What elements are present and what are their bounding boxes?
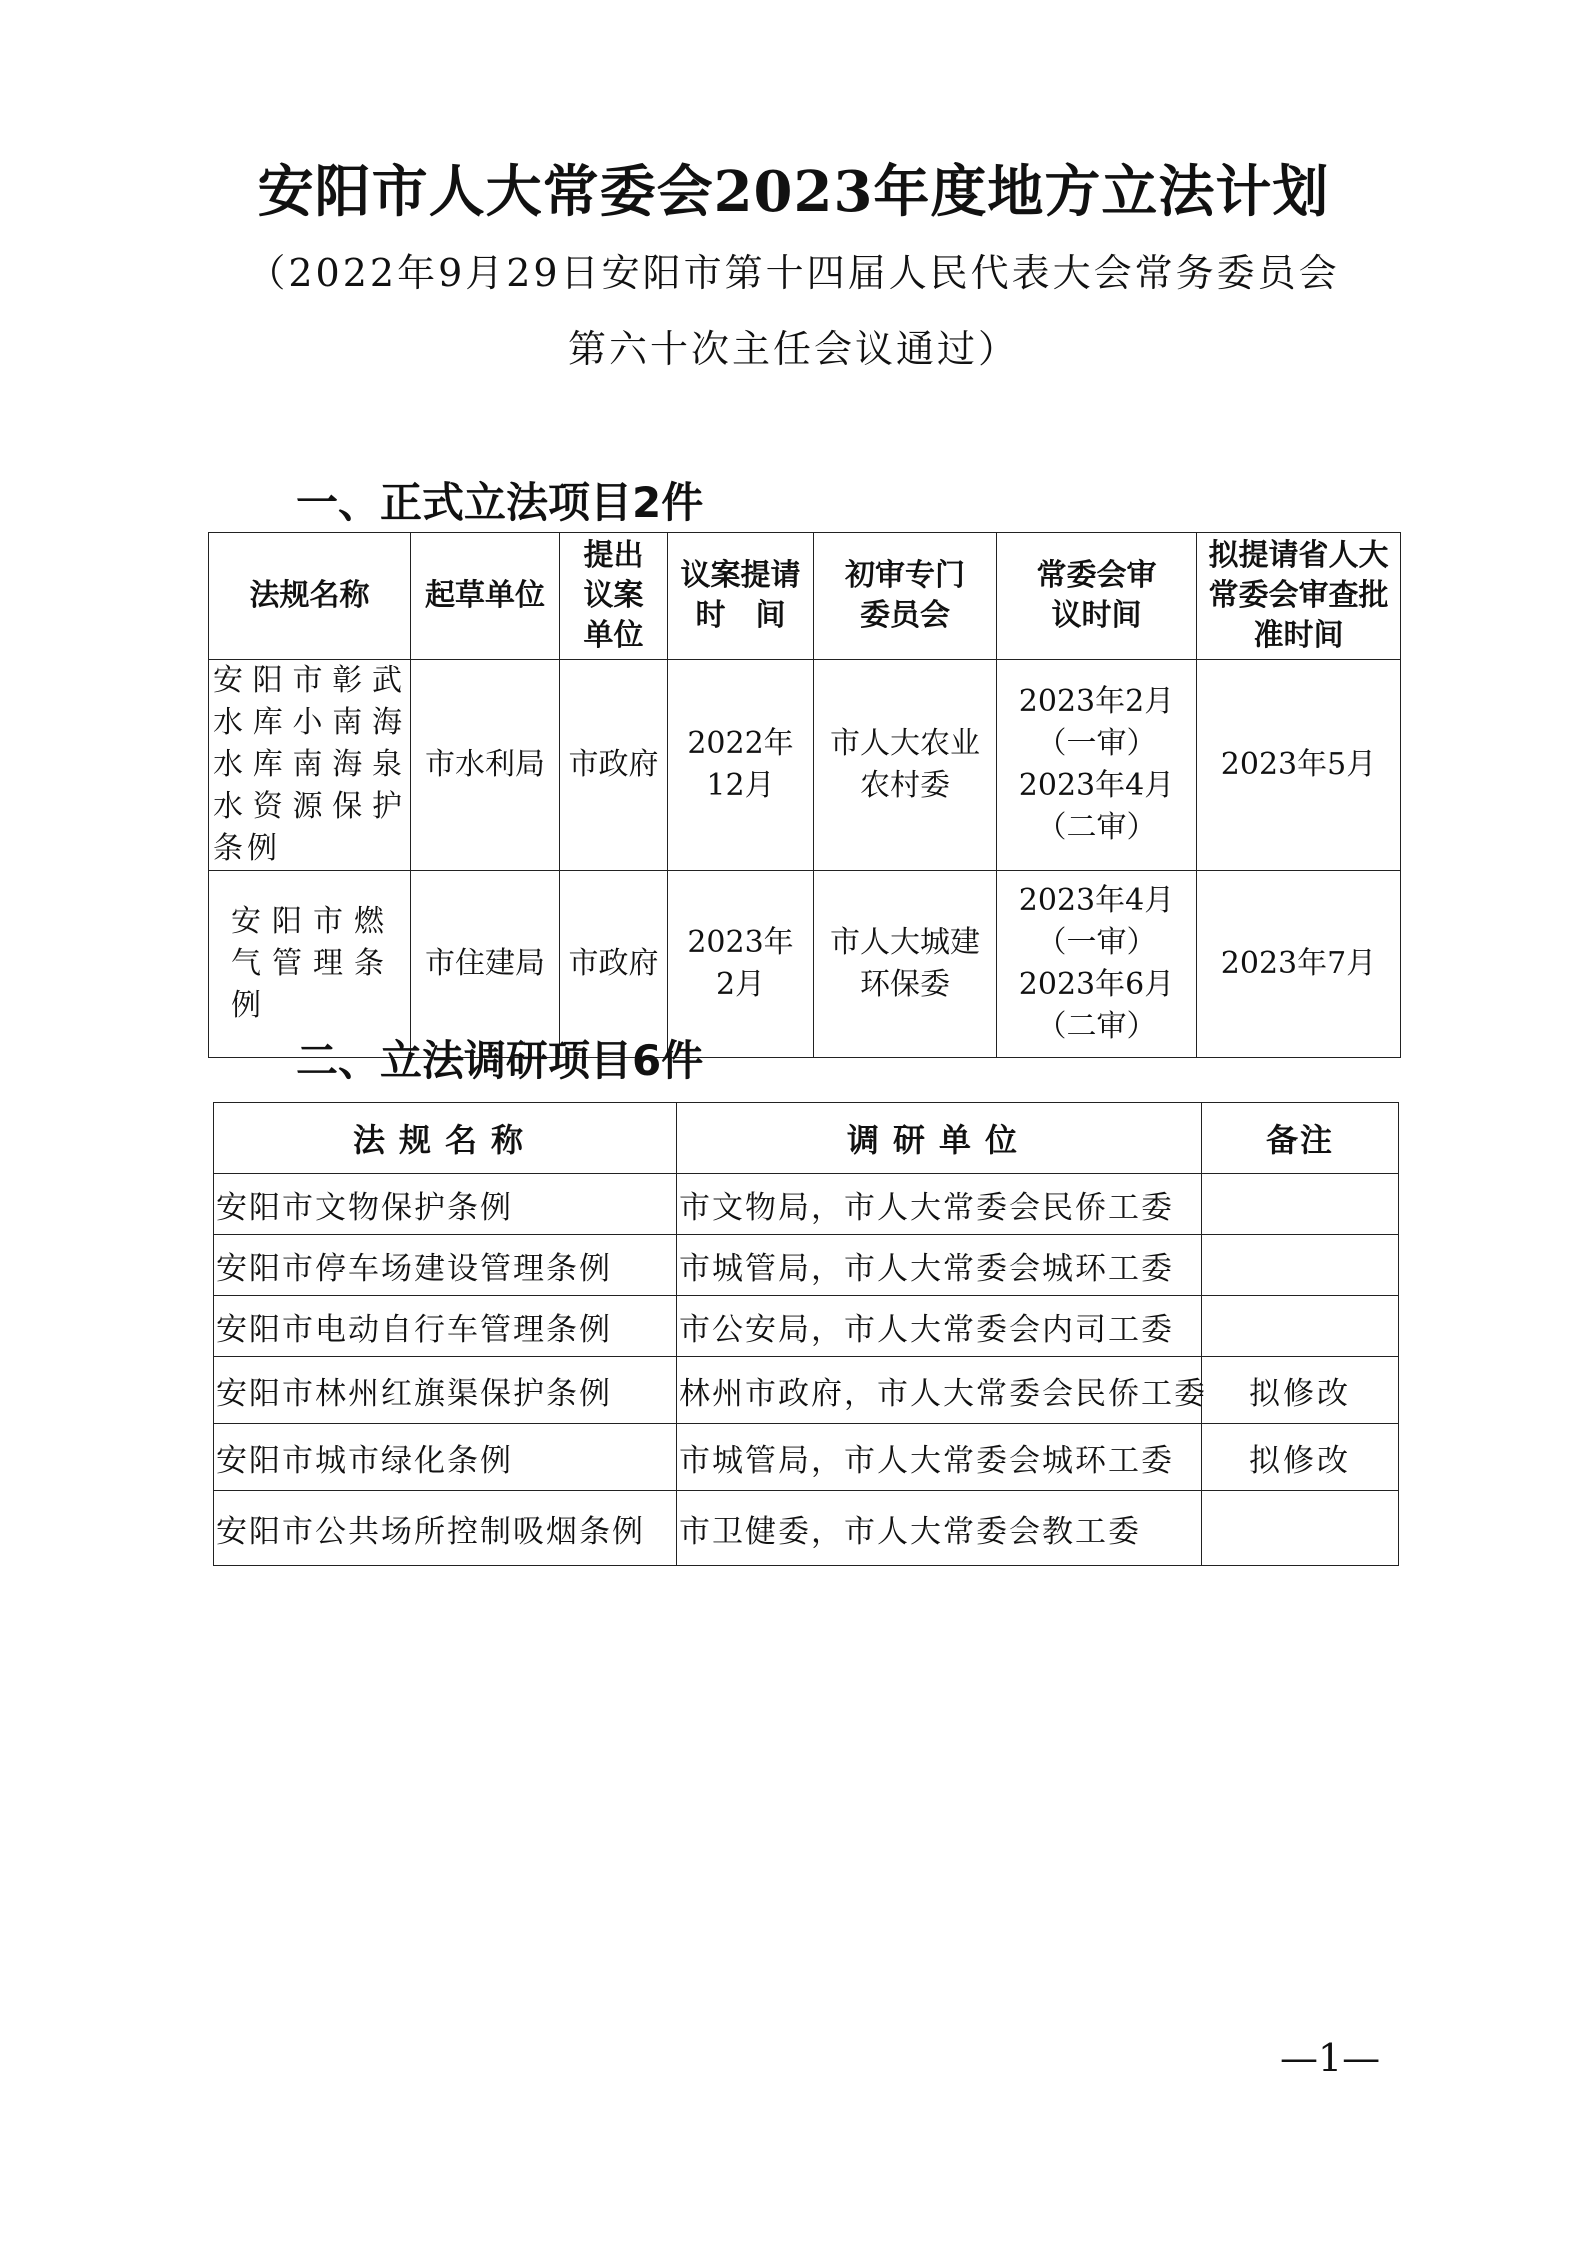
approval-time: 2023年7月 (1197, 871, 1401, 1058)
table-row (214, 1357, 1399, 1424)
approval-time: 2023年5月 (1197, 660, 1401, 871)
table-row (214, 1491, 1399, 1566)
header-regulation-name: 法规名称 (214, 1103, 677, 1174)
submit-time: 2023年2月 (668, 871, 814, 1058)
header-approval-time: 拟提请省人大常委会审查批准时间 (1197, 533, 1401, 660)
header-review-time: 常委会审议时间 (997, 533, 1197, 660)
section1-heading: 一、正式立法项目2件 (296, 478, 704, 527)
research-unit: 林州市政府，市人大常委会民侨工委 (677, 1357, 1202, 1424)
regulation-name: 安阳市停车场建设管理条例 (214, 1235, 677, 1296)
regulation-name: 安阳市文物保护条例 (214, 1174, 677, 1235)
header-note: 备注 (1202, 1103, 1399, 1174)
header-drafter: 起草单位 (411, 533, 560, 660)
table-row (209, 660, 1401, 871)
review-time: 2023年4月（一审）2023年6月（二审） (997, 871, 1197, 1058)
note (1202, 1491, 1399, 1566)
regulation-name: 安阳市电动自行车管理条例 (214, 1296, 677, 1357)
drafter: 市水利局 (411, 660, 560, 871)
note: 拟修改 (1202, 1357, 1399, 1424)
research-projects-table (213, 1102, 1399, 1566)
header-research-unit: 调研单位 (677, 1103, 1202, 1174)
section2-heading: 二、立法调研项目6件 (296, 1036, 704, 1085)
formal-legislation-table (208, 532, 1401, 1058)
table-header-row (209, 533, 1401, 660)
committee: 市人大城建环保委 (814, 871, 997, 1058)
note (1202, 1174, 1399, 1235)
research-unit: 市公安局，市人大常委会内司工委 (677, 1296, 1202, 1357)
document-title: 安阳市人大常委会2023年度地方立法计划 (257, 159, 1330, 225)
regulation-name: 安阳市彰武水库小南海水库南海泉水资源保护条例 (209, 660, 411, 871)
drafter: 市住建局 (411, 871, 560, 1058)
subtitle-line-1: （2022年9月29日安阳市第十四届人民代表大会常务委员会 (247, 251, 1340, 295)
table-row (214, 1174, 1399, 1235)
note (1202, 1235, 1399, 1296)
research-unit: 市城管局，市人大常委会城环工委 (677, 1424, 1202, 1491)
submit-time: 2022年12月 (668, 660, 814, 871)
page-number: —1— (1280, 2036, 1381, 2080)
regulation-name: 安阳市城市绿化条例 (214, 1424, 677, 1491)
research-unit: 市卫健委，市人大常委会教工委 (677, 1491, 1202, 1566)
committee: 市人大农业农村委 (814, 660, 997, 871)
header-submit-time: 议案提请时 间 (668, 533, 814, 660)
table-header-row (214, 1103, 1399, 1174)
proposer: 市政府 (560, 660, 668, 871)
note (1202, 1296, 1399, 1357)
subtitle-line-2: 第六十次主任会议通过） (567, 327, 1019, 371)
table-row (214, 1424, 1399, 1491)
header-proposer: 提出议案单位 (560, 533, 668, 660)
regulation-name: 安阳市公共场所控制吸烟条例 (214, 1491, 677, 1566)
header-regulation-name: 法规名称 (209, 533, 411, 660)
proposer: 市政府 (560, 871, 668, 1058)
research-unit: 市文物局，市人大常委会民侨工委 (677, 1174, 1202, 1235)
table-row (214, 1296, 1399, 1357)
review-time: 2023年2月（一审）2023年4月（二审） (997, 660, 1197, 871)
regulation-name: 安阳市林州红旗渠保护条例 (214, 1357, 677, 1424)
regulation-name: 安阳市燃气管理条例 (209, 871, 411, 1058)
research-unit: 市城管局，市人大常委会城环工委 (677, 1235, 1202, 1296)
header-committee: 初审专门委员会 (814, 533, 997, 660)
table-row (214, 1235, 1399, 1296)
note: 拟修改 (1202, 1424, 1399, 1491)
